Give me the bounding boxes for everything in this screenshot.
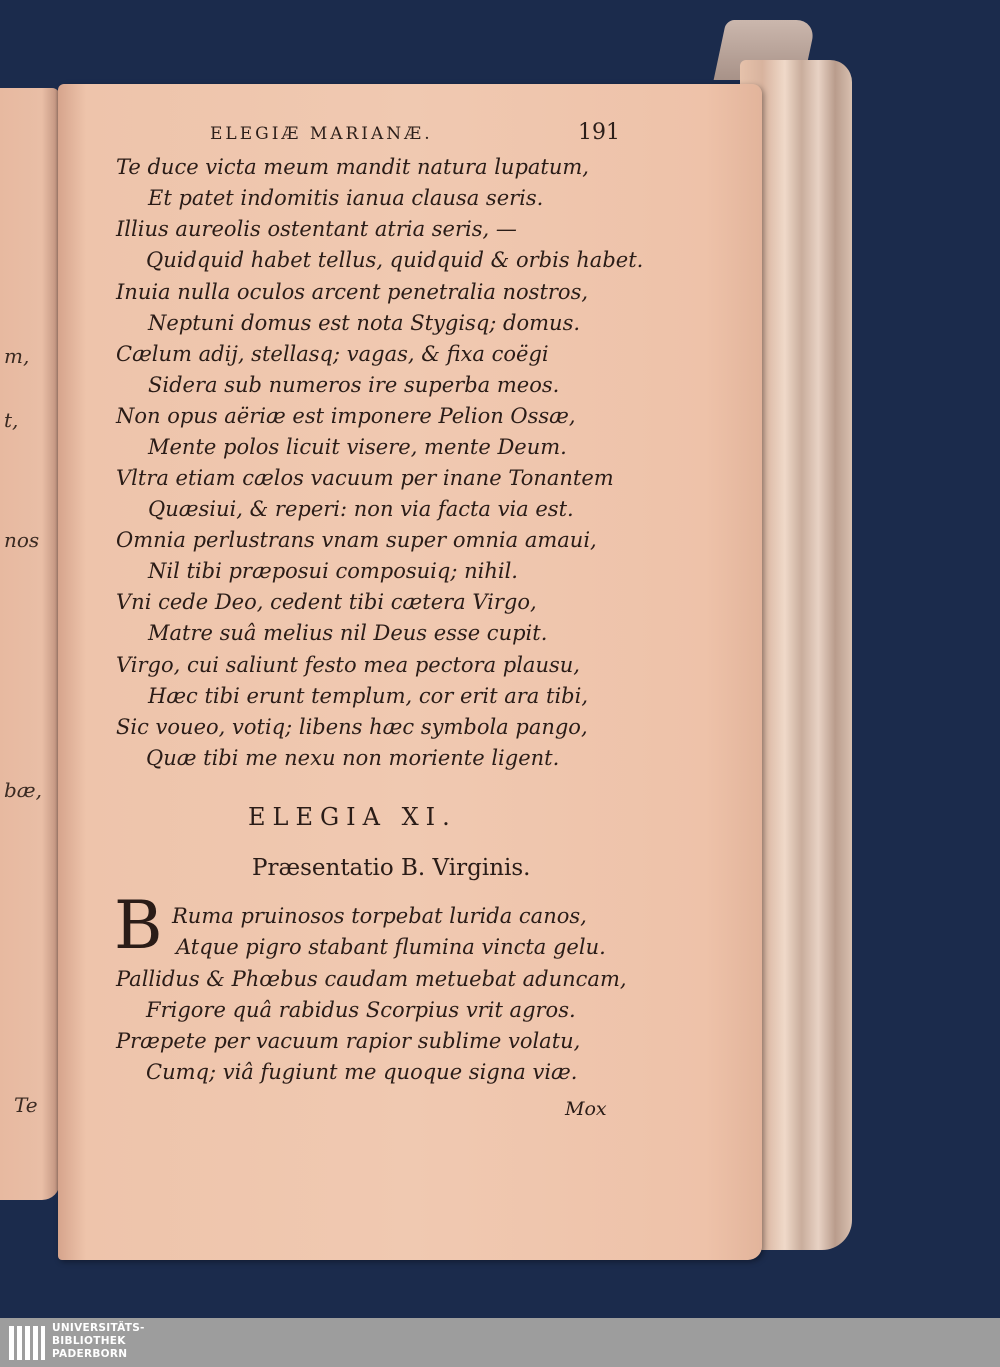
verse-line: Ruma pruinosos torpebat lurida canos, bbox=[172, 904, 587, 928]
verse-line: Vltra etiam cælos vacuum per inane Tonantem bbox=[116, 466, 614, 490]
verse-line: Omnia perlustrans vnam super omnia amaui, bbox=[116, 528, 597, 552]
verse-line: Sidera sub numeros ire superba meos. bbox=[148, 373, 560, 397]
elegia-subtitle: Præsentatio B. Virginis. bbox=[252, 855, 531, 881]
verse-line: Non opus aëriæ est imponere Pelion Ossæ, bbox=[116, 404, 576, 428]
verse-line: Virgo, cui saliunt festo mea pectora plausu, bbox=[116, 653, 580, 677]
verse-line: Et patet indomitis ianua clausa seris. bbox=[148, 186, 544, 210]
verse-line: Inuia nulla oculos arcent penetralia nostros, bbox=[116, 280, 589, 304]
left-page bbox=[0, 88, 60, 1200]
verse-line: Atque pigro stabant flumina vincta gelu. bbox=[176, 935, 606, 959]
left-page-fragment: Te bbox=[14, 1093, 38, 1117]
verse-line: Quæ tibi me nexu non moriente ligent. bbox=[146, 746, 560, 770]
verse-line: Frigore quâ rabidus Scorpius vrit agros. bbox=[146, 998, 576, 1022]
verse-line: Nil tibi præposui composuiq; nihil. bbox=[148, 559, 518, 583]
elegia-heading: ELEGIA XI. bbox=[248, 803, 457, 831]
verse-line: Quidquid habet tellus, quidquid & orbis habet. bbox=[146, 248, 644, 272]
left-page-fragment: m, bbox=[4, 344, 30, 368]
left-page-fragment: t, bbox=[4, 408, 19, 432]
running-title: ELEGIÆ MARIANÆ. bbox=[210, 124, 433, 144]
left-page-fragment: nos bbox=[4, 528, 40, 552]
verse-line: Mente polos licuit visere, mente Deum. bbox=[148, 435, 567, 459]
library-name-line: PADERBORN bbox=[52, 1348, 128, 1360]
verse-line: Quæsiui, & reperi: non via facta via est. bbox=[148, 497, 574, 521]
verse-line: Vni cede Deo, cedent tibi cætera Virgo, bbox=[116, 590, 537, 614]
verse-line: Pallidus & Phœbus caudam metuebat aduncam, bbox=[116, 967, 627, 991]
verse-line: Matre suâ melius nil Deus esse cupit. bbox=[148, 621, 548, 645]
library-name-line: BIBLIOTHEK bbox=[52, 1335, 126, 1347]
library-name-line: UNIVERSITÄTS- bbox=[52, 1322, 145, 1334]
verse-line: Cælum adij, stellasq; vagas, & fixa coëgi bbox=[116, 342, 549, 366]
running-header bbox=[150, 120, 620, 154]
verse-line: Hæc tibi erunt templum, cor erit ara tibi, bbox=[148, 684, 588, 708]
verse-line: Illius aureolis ostentant atria seris, — bbox=[116, 217, 517, 241]
page-number: 191 bbox=[578, 120, 620, 145]
left-page-fragment: bæ, bbox=[4, 778, 42, 802]
verse-line: Neptuni domus est nota Stygisq; domus. bbox=[148, 311, 581, 335]
verse-line: Sic voueo, votiq; libens hæc symbola pango, bbox=[116, 715, 588, 739]
verse-line: Cumq; viâ fugiunt me quoque signa viæ. bbox=[146, 1060, 578, 1084]
verse-line: Præpete per vacuum rapior sublime volatu, bbox=[116, 1029, 581, 1053]
library-logo-icon bbox=[6, 1322, 48, 1364]
catchword: Mox bbox=[565, 1098, 607, 1120]
verse-line: Te duce victa meum mandit natura lupatum, bbox=[116, 155, 589, 179]
library-name bbox=[52, 1322, 145, 1361]
drop-cap: B bbox=[114, 887, 163, 964]
library-footer bbox=[0, 1318, 1000, 1367]
